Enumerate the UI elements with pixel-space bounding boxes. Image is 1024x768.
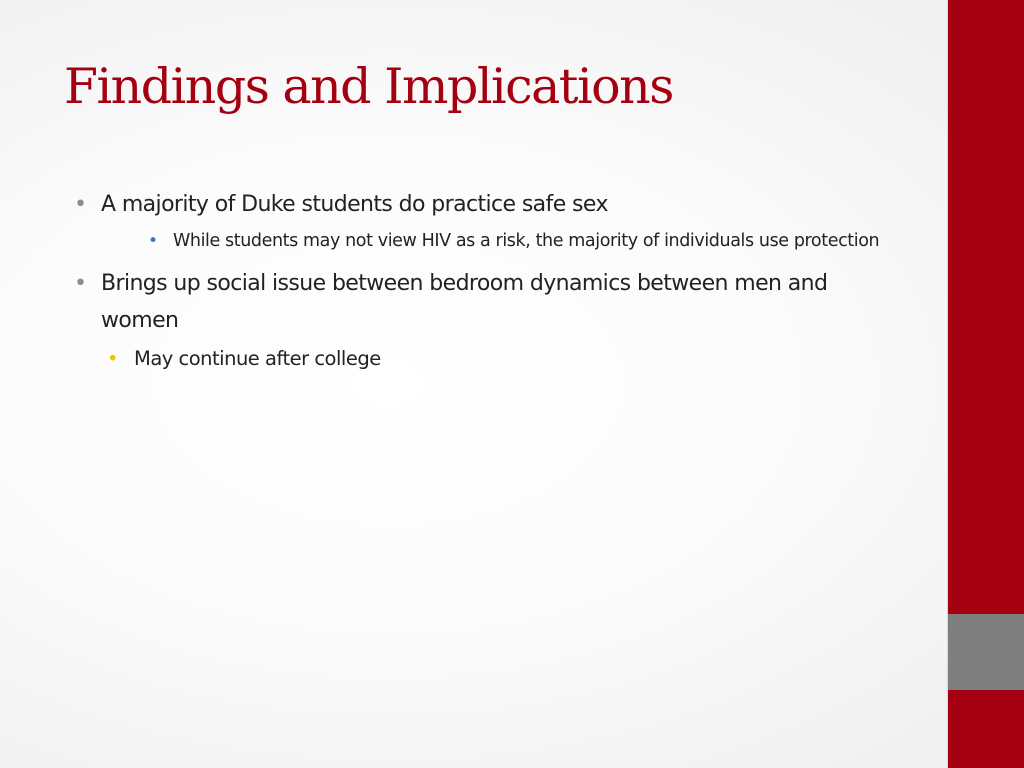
sidebar-red-block-bottom: [948, 690, 1024, 768]
bullet-dot-icon: •: [74, 271, 87, 296]
sidebar-red-block-top: [948, 0, 1024, 614]
bullet-dot-icon: •: [74, 192, 87, 217]
bullet-text: Brings up social issue between bedroom dynamics between men and women: [101, 271, 828, 333]
bullet-text: A majority of Duke students do practice safe sex: [101, 192, 608, 217]
sub-bullet-text: May continue after college: [134, 347, 381, 370]
sub-bullet-item-2-1: [107, 343, 892, 375]
bullet-dot-icon: •: [107, 347, 119, 370]
bullet-item-2: [72, 265, 892, 339]
bullet-item-1: [72, 186, 892, 223]
decorative-sidebar: [947, 0, 1024, 768]
slide-title: Findings and Implications: [64, 58, 673, 115]
sub-bullet-text: While students may not view HIV as a risk, the majority of individuals use protection: [173, 231, 880, 251]
sub-bullet-item-1-1: [148, 227, 892, 255]
bullet-dot-icon: •: [148, 231, 158, 251]
sidebar-gray-block: [948, 614, 1024, 690]
slide-body: [72, 186, 892, 375]
